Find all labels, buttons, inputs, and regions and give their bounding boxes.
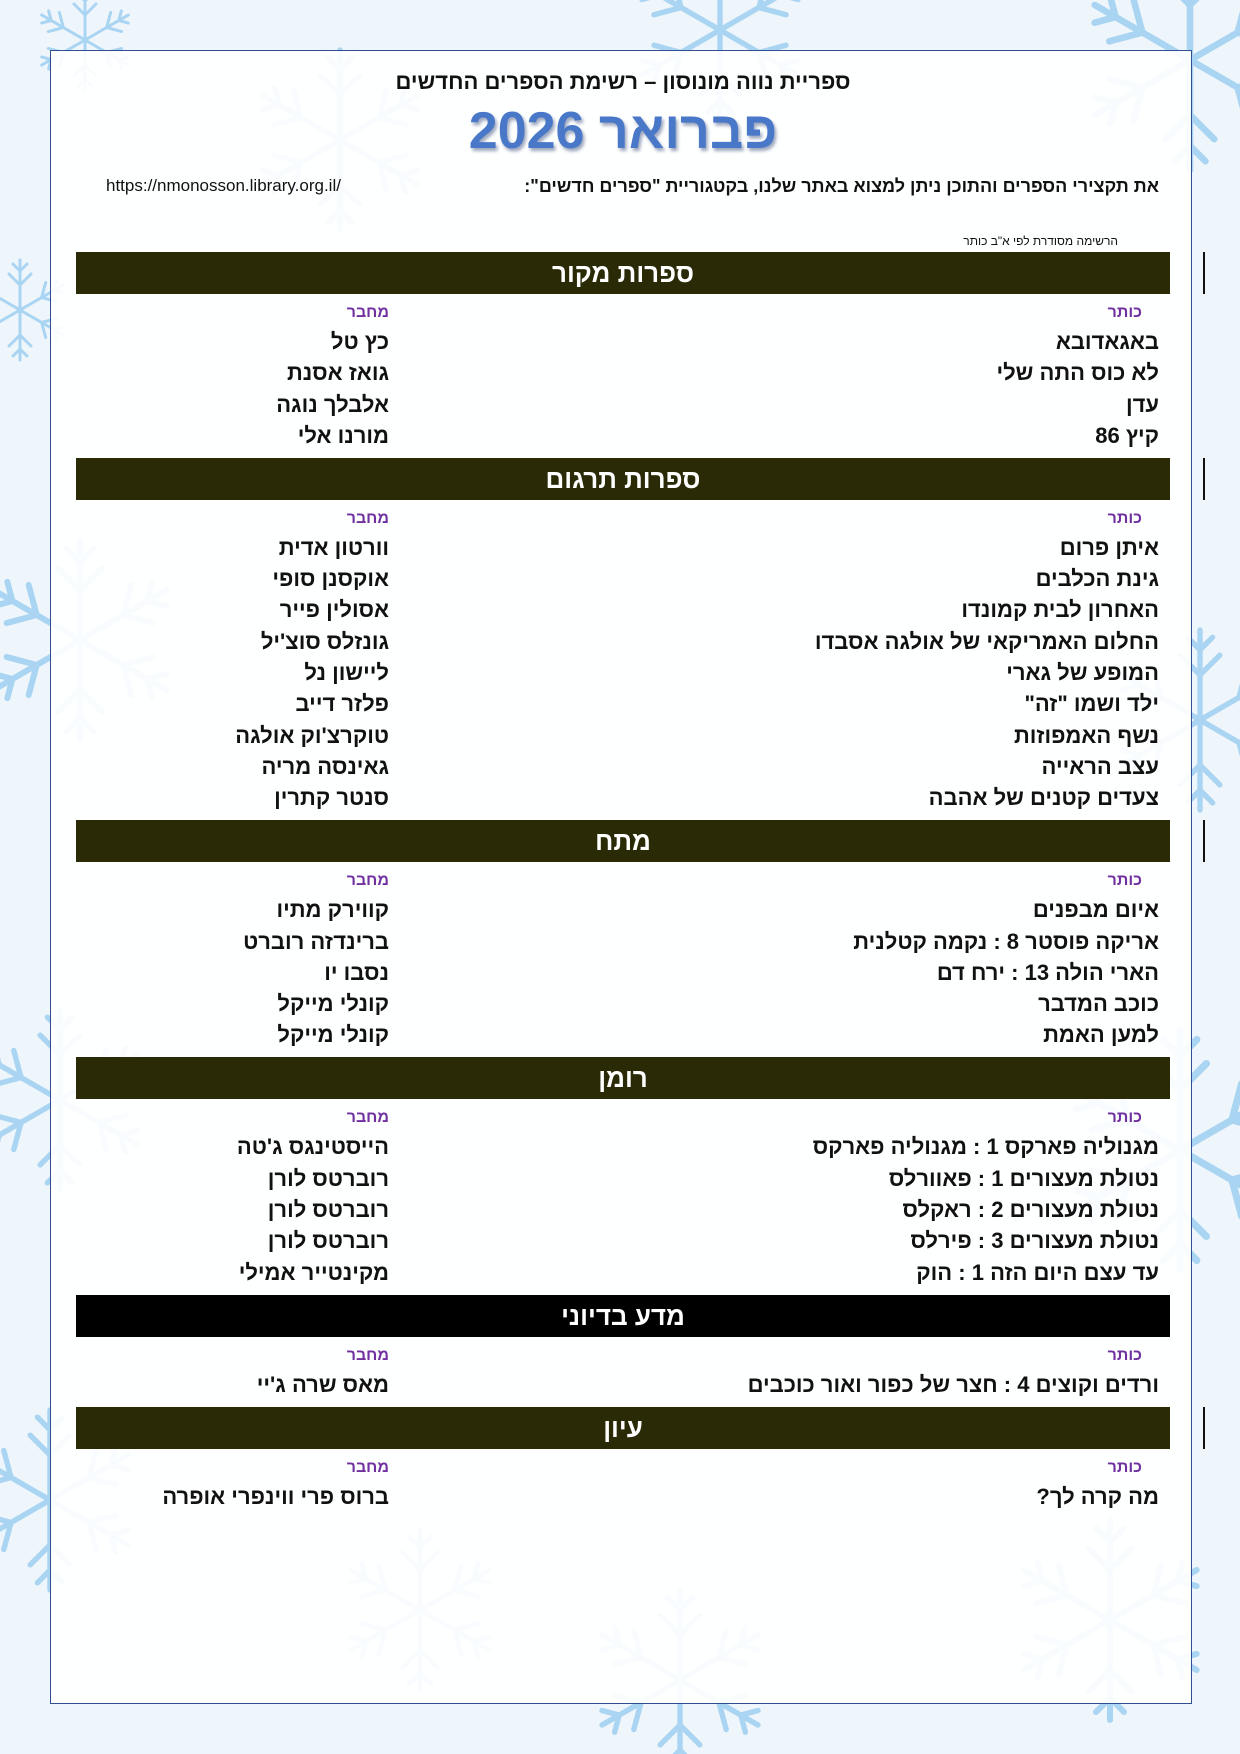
book-row xyxy=(76,988,1170,1019)
book-row xyxy=(76,1019,1170,1050)
column-label-title: כותר xyxy=(1107,872,1142,890)
column-label-title: כותר xyxy=(1107,1346,1142,1364)
section-header: מתח xyxy=(76,820,1170,862)
section-header: עיון xyxy=(76,1407,1170,1449)
section-header: ספרות מקור xyxy=(76,252,1170,294)
column-label-title: כותר xyxy=(1107,1109,1142,1127)
library-title: ספריית נווה מונוסון – רשימת הספרים החדשים xyxy=(395,69,851,94)
book-author: מאס שרה ג'יי xyxy=(256,1371,389,1397)
book-author: גונזלס סוצ'יל xyxy=(260,628,389,654)
book-title: אריקה פוסטר 8 : נקמה קטלנית xyxy=(853,928,1159,954)
column-label-author: מחבר xyxy=(346,1109,389,1127)
book-title: הארי הולה 13 : ירח דם xyxy=(936,959,1159,985)
book-row xyxy=(76,563,1170,594)
sort-note: הרשימה מסודרת לפי א"ב כותר xyxy=(963,234,1118,248)
book-title: האחרון לבית קמונדו xyxy=(961,597,1159,623)
section-header: ספרות תרגום xyxy=(76,458,1170,500)
book-title: קיץ 86 xyxy=(1095,422,1159,448)
book-author: ברוס פרי ווינפרי אופרה xyxy=(162,1483,389,1509)
section xyxy=(76,1407,1170,1519)
book-title: מה קרה לך? xyxy=(1036,1483,1159,1509)
book-row xyxy=(76,326,1170,357)
book-row xyxy=(76,1257,1170,1288)
column-headers xyxy=(76,870,1170,894)
book-row xyxy=(76,1481,1170,1512)
book-author: ליישון נל xyxy=(304,660,389,686)
column-label-author: מחבר xyxy=(346,872,389,890)
section xyxy=(76,252,1170,458)
book-row xyxy=(76,894,1170,925)
change-bar-mark xyxy=(1203,820,1205,862)
section xyxy=(76,820,1170,1057)
book-title: נשף האמפוזות xyxy=(1013,722,1159,748)
library-website-link[interactable]: https://nmonosson.library.org.il/ xyxy=(106,176,341,195)
column-headers xyxy=(76,1107,1170,1131)
column-headers xyxy=(76,1457,1170,1481)
book-author: גואז אסנת xyxy=(287,360,389,386)
book-author: קווירק מתיו xyxy=(276,897,389,923)
book-author: אלבלך נוגה xyxy=(276,391,389,417)
section xyxy=(76,458,1170,820)
book-row xyxy=(76,751,1170,782)
book-title: צעדים קטנים של אהבה xyxy=(928,785,1159,811)
column-label-author: מחבר xyxy=(346,509,389,527)
book-title: נטולת מעצורים 1 : פאוורלס xyxy=(888,1165,1159,1191)
book-author: פלזר דייב xyxy=(295,691,389,717)
info-line xyxy=(76,176,1159,197)
book-title: החלום האמריקאי של אולגה אסבדו xyxy=(814,628,1159,654)
book-title: באגאדובא xyxy=(1055,329,1159,354)
column-label-author: מחבר xyxy=(346,1346,389,1364)
book-row xyxy=(76,420,1170,451)
book-author: גאינסה מריה xyxy=(261,753,389,779)
book-author: וורטון אדית xyxy=(278,534,389,560)
month-title: פברואר 2026 xyxy=(468,102,778,160)
book-row xyxy=(76,532,1170,563)
book-author: הייסטינגס ג'טה xyxy=(236,1134,389,1160)
book-title: ורדים וקוצים 4 : חצר של כפור ואור כוכבים xyxy=(747,1371,1159,1397)
book-row xyxy=(76,657,1170,688)
book-author: קונלי מייקל xyxy=(277,1022,389,1048)
book-author: קונלי מייקל xyxy=(277,991,389,1017)
book-author: מורנו אלי xyxy=(297,422,389,448)
book-author: כץ טל xyxy=(330,329,389,354)
book-author: נסבו יו xyxy=(324,959,389,985)
column-headers xyxy=(76,302,1170,326)
book-title: נטולת מעצורים 2 : ראקלס xyxy=(902,1197,1159,1222)
book-row xyxy=(76,357,1170,388)
column-headers xyxy=(76,1345,1170,1369)
book-row xyxy=(76,1194,1170,1225)
book-title: למען האמת xyxy=(1043,1022,1159,1048)
book-author: רוברטס לורן xyxy=(267,1165,389,1191)
book-title: מגנוליה פארקס 1 : מגנוליה פארקס xyxy=(812,1134,1159,1160)
book-title: לא כוס התה שלי xyxy=(996,360,1159,386)
book-title: כוכב המדבר xyxy=(1038,991,1159,1017)
column-label-author: מחבר xyxy=(346,1458,389,1476)
book-title: גינת הכלבים xyxy=(1035,566,1159,592)
change-bar-mark xyxy=(1203,252,1205,294)
book-author: טוקרצ'וק אולגה xyxy=(235,722,389,748)
book-title: איום מבפנים xyxy=(1032,897,1159,923)
book-title: עד עצם היום הזה 1 : הוק xyxy=(916,1259,1159,1285)
book-row xyxy=(76,1163,1170,1194)
book-author: אסולין פייר xyxy=(279,597,389,623)
change-bar-mark xyxy=(1203,458,1205,500)
book-row xyxy=(76,1225,1170,1256)
book-author: סנטר קתרין xyxy=(274,785,389,811)
book-row xyxy=(76,688,1170,719)
column-headers xyxy=(76,508,1170,532)
book-author: רוברטס לורן xyxy=(267,1197,389,1222)
book-row xyxy=(76,782,1170,813)
book-row xyxy=(76,957,1170,988)
book-row xyxy=(76,594,1170,625)
column-label-author: מחבר xyxy=(346,304,389,321)
change-bar-mark xyxy=(1203,1407,1205,1449)
book-author: מקינטייר אמילי xyxy=(238,1259,389,1285)
book-author: אוקסנן סופי xyxy=(272,566,389,592)
book-sections xyxy=(76,252,1170,1519)
book-row xyxy=(76,626,1170,657)
book-title: עדן xyxy=(1125,391,1159,417)
book-title: המופע של גארי xyxy=(1006,660,1159,686)
column-label-title: כותר xyxy=(1107,304,1142,321)
section xyxy=(76,1057,1170,1294)
document-page xyxy=(50,50,1192,1704)
book-title: עצב הראייה xyxy=(1041,753,1159,779)
section-header: מדע בדיוני xyxy=(76,1295,1170,1337)
book-author: ברינדזה רוברט xyxy=(243,928,389,954)
section xyxy=(76,1295,1170,1407)
book-row xyxy=(76,720,1170,751)
book-row xyxy=(76,926,1170,957)
book-author: רוברטס לורן xyxy=(267,1228,389,1254)
section-header: רומן xyxy=(76,1057,1170,1099)
book-row xyxy=(76,1131,1170,1162)
book-title: ילד ושמו "זה" xyxy=(1024,691,1159,717)
book-row xyxy=(76,389,1170,420)
book-title: נטולת מעצורים 3 : פירלס xyxy=(910,1228,1159,1254)
column-label-title: כותר xyxy=(1107,509,1142,527)
info-text: את תקצירי הספרים והתוכן ניתן למצוא באתר שלנו, בקטגוריית "ספרים חדשים": xyxy=(524,176,1159,196)
book-title: איתן פרום xyxy=(1059,534,1159,560)
book-row xyxy=(76,1369,1170,1400)
column-label-title: כותר xyxy=(1107,1458,1142,1476)
